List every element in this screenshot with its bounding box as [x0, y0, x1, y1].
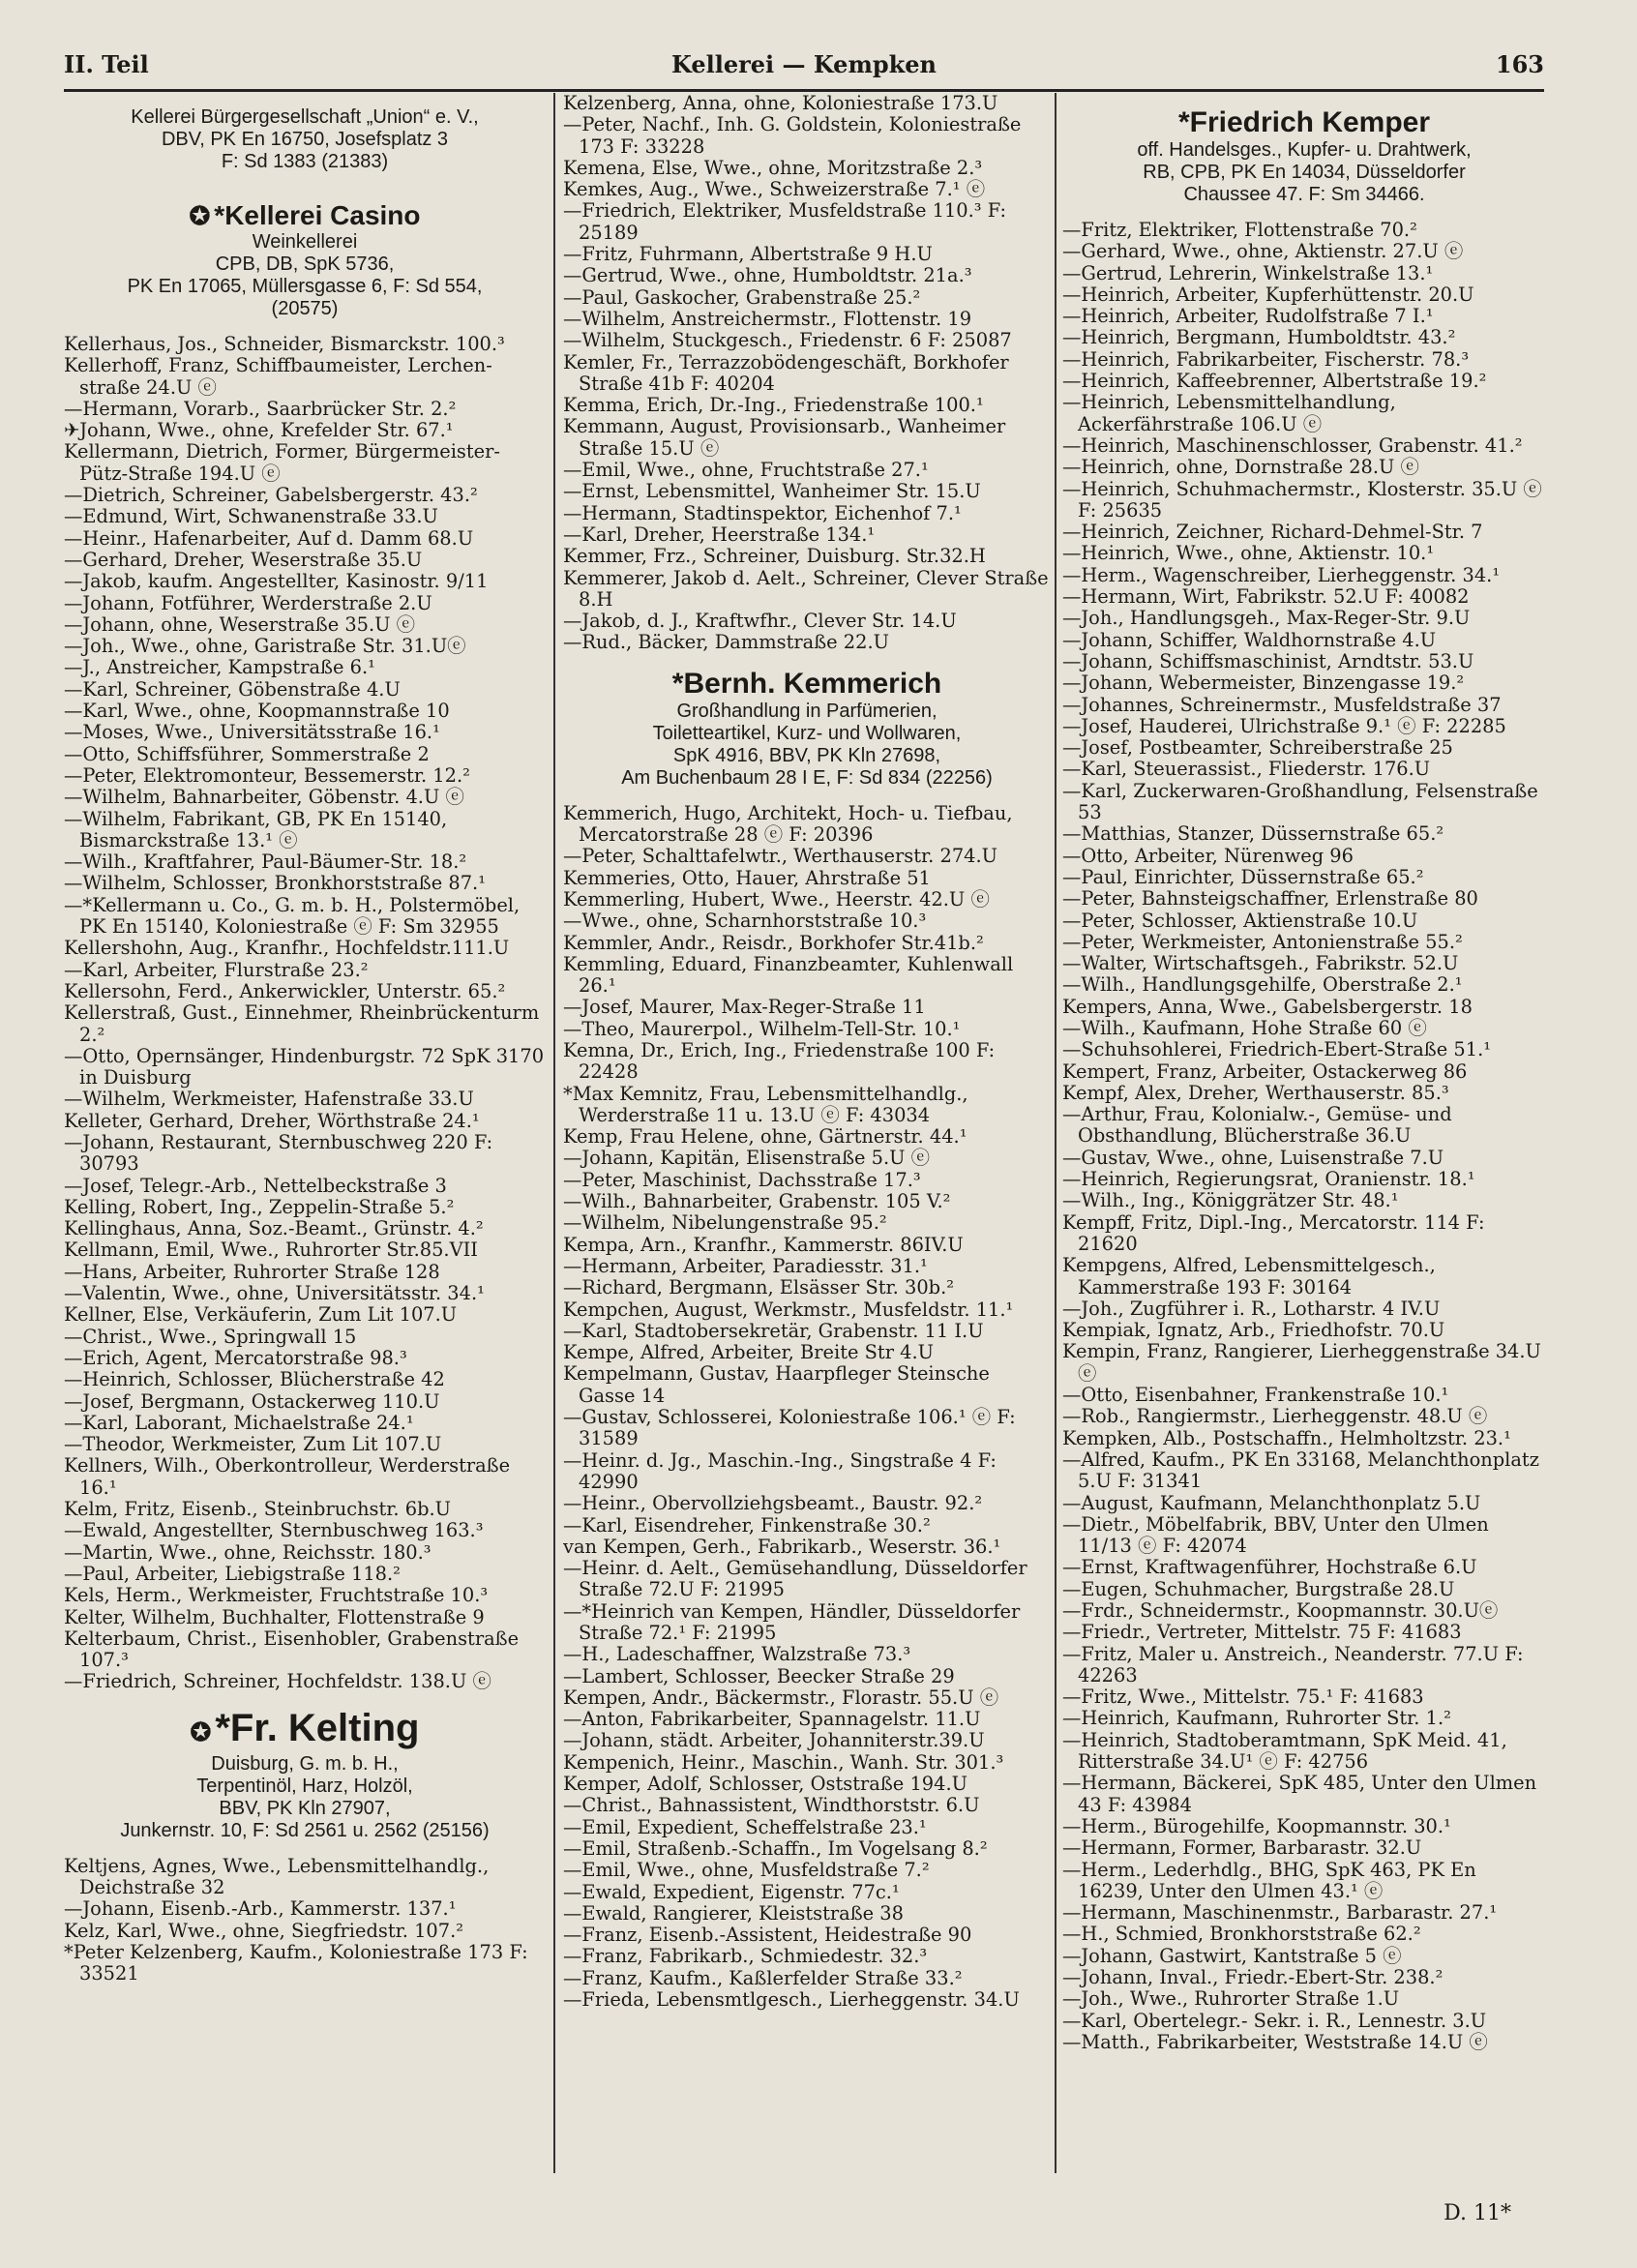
- ad-text: BBV, PK Kln 27907,: [219, 1797, 391, 1819]
- column-left: [64, 93, 546, 2202]
- directory-entry: —Lambert, Schlosser, Beecker Straße 29: [563, 1665, 955, 1687]
- page-header: [64, 45, 1544, 92]
- ad-line: [64, 151, 546, 173]
- ad-text: SpK 4916, BBV, PK Kln 27698,: [672, 744, 941, 766]
- directory-entry: —Peter, Elektromonteur, Bessemerstr. 12.²: [64, 764, 470, 787]
- directory-entry: —Emil, Wwe., ohne, Musfeldstraße 7.²: [563, 1860, 930, 1882]
- directory-entry: —Erich, Agent, Mercatorstraße 98.³: [64, 1347, 407, 1369]
- directory-entry: —Josef, Telegr.-Arb., Nettelbeckstraße 3: [64, 1175, 447, 1197]
- directory-entry: ✈Johann, Wwe., ohne, Krefelder Str. 67.¹: [64, 420, 454, 442]
- ring-star-icon: ✪: [190, 1716, 212, 1746]
- directory-entry: —Fritz, Fuhrmann, Albertstraße 9 H.U: [563, 244, 933, 266]
- directory-entry: —Valentin, Wwe., ohne, Universitätsstr. 34.¹: [64, 1283, 485, 1305]
- directory-entry: —Fritz, Wwe., Mittelstr. 75.¹ F: 41683: [1062, 1686, 1424, 1709]
- directory-entry: —Heinrich, Lebensmittelhandlung, Ackerfährstraße 106.U ⓔ: [1062, 392, 1396, 435]
- directory-entry: —J., Anstreicher, Kampstraße 6.¹: [64, 657, 375, 679]
- directory-entry: —Arthur, Frau, Kolonialw.-, Gemüse- und Obsthandlung, Blücherstraße 36.U: [1062, 1104, 1452, 1148]
- ad-title: [64, 106, 546, 129]
- directory-entry: —Johann, Kapitän, Elisenstraße 5.U ⓔ: [563, 1148, 931, 1170]
- directory-entry: —Christ., Wwe., Springwall 15: [64, 1326, 357, 1348]
- directory-entry: —Matth., Fabrikarbeiter, Weststraße 14.U ⓔ: [1062, 2031, 1488, 2053]
- ad-text: PK En 17065, Müllersgasse 6, F: Sd 554,: [127, 276, 483, 297]
- directory-entry: Kellner, Else, Verkäuferin, Zum Lit 107.U: [64, 1304, 458, 1327]
- directory-entry: —Theo, Maurerpol., Wilhelm-Tell-Str. 10.¹: [563, 1018, 961, 1040]
- ad-text: *Friedrich Kemper: [1177, 106, 1431, 138]
- ad-text: CPB, DB, SpK 5736,: [215, 254, 395, 275]
- ad-text: F: Sd 1383 (21383): [221, 151, 389, 172]
- directory-entry: —Joh., Wwe., ohne, Garistraße Str. 31.Uⓔ: [64, 636, 466, 658]
- directory-entry: —Wilhelm, Stuckgesch., Friedenstr. 6 F: 25087: [563, 330, 1012, 352]
- directory-entry: Kellners, Wilh., Oberkontrolleur, Werderstraße 16.¹: [64, 1455, 511, 1499]
- directory-entry: Kellerhaus, Jos., Schneider, Bismarckstr. 100.³: [64, 334, 505, 355]
- ad-text: *Fr. Kelting: [215, 1706, 420, 1749]
- directory-entry: Kellinghaus, Anna, Soz.-Beamt., Grünstr. 4.²: [64, 1218, 484, 1240]
- directory-entry: —Heinrich, Zeichner, Richard-Dehmel-Str. 7: [1062, 522, 1483, 544]
- advertisement-ad-casino: [64, 200, 546, 320]
- directory-entry: —Hermann, Arbeiter, Paradiesstr. 31.¹: [563, 1255, 928, 1277]
- directory-entry: —Friedr., Vertreter, Mittelstr. 75 F: 41683: [1062, 1622, 1462, 1644]
- directory-entry: —Dietr., Möbelfabrik, BBV, Unter den Ulmen 11/13 ⓔ F: 42074: [1062, 1513, 1489, 1558]
- directory-entry: —Heinrich, Regierungsrat, Oranienstr. 18.¹: [1062, 1169, 1475, 1191]
- directory-entry: —Heinrich, Schlosser, Blücherstraße 42: [64, 1369, 445, 1391]
- directory-entry: —Hermann, Stadtinspektor, Eichenhof 7.¹: [563, 502, 962, 524]
- ad-line: [64, 1798, 546, 1820]
- directory-entry: Kemmerer, Jakob d. Aelt., Schreiner, Clever Straße 8.H: [563, 567, 1049, 611]
- directory-entry: —Johann, Restaurant, Sternbuschweg 220 F: 30793: [64, 1131, 493, 1176]
- directory-entry: —Dietrich, Schreiner, Gabelsbergerstr. 43.²: [64, 485, 478, 507]
- ad-line: [64, 1753, 546, 1776]
- directory-entry: —Johann, Inval., Friedr.-Ebert-Str. 238.²: [1062, 1967, 1444, 1989]
- directory-entry: —Heinrich, Arbeiter, Rudolfstraße 7 I.¹: [1062, 306, 1434, 328]
- directory-entry: —Joh., Wwe., Ruhrorter Straße 1.U: [1062, 1988, 1400, 2011]
- directory-entry: —Hermann, Wirt, Fabrikstr. 52.U F: 40082: [1062, 586, 1470, 609]
- advertisement-ad-kemper: [1062, 106, 1546, 206]
- column-divider: [1055, 93, 1057, 2173]
- ad-text: *Bernh. Kemmerich: [671, 667, 942, 700]
- directory-entry: Kemmer, Frz., Schreiner, Duisburg. Str.32.H: [563, 546, 986, 568]
- directory-entry: Kellmann, Emil, Wwe., Ruhrorter Str.85.VII: [64, 1239, 478, 1262]
- directory-entry: —Herm., Lederhdlg., BHG, SpK 463, PK En 16239, Unter den Ulmen 43.¹ ⓔ: [1062, 1859, 1476, 1902]
- directory-entry: —H., Ladeschaffner, Walzstraße 73.³: [563, 1644, 911, 1666]
- column-divider: [553, 93, 555, 2173]
- directory-entry: —Peter, Werkmeister, Antonienstraße 55.²: [1062, 931, 1463, 953]
- directory-entry: —Heinr., Obervollziehgsbeamt., Baustr. 92.²: [563, 1493, 983, 1515]
- ad-text: Chaussee 47. F: Sm 34466.: [1183, 184, 1425, 205]
- directory-entry: —Heinrich, Stadtoberamtmann, SpK Meid. 41, Ritterstraße 34.U¹ ⓔ F: 42756: [1062, 1729, 1507, 1774]
- directory-entry: —Paul, Einrichter, Düssernstraße 65.²: [1062, 866, 1424, 888]
- directory-entry: —Peter, Schalttafelwtr., Werthauserstr. 274.U: [563, 846, 998, 868]
- directory-entry: —Eugen, Schuhmacher, Burgstraße 28.U: [1062, 1578, 1455, 1600]
- ad-line: [1062, 184, 1546, 206]
- directory-entry: —Johann, Schiffer, Waldhornstraße 4.U: [1062, 629, 1437, 651]
- directory-entry: —Ewald, Rangierer, Kleiststraße 38: [563, 1902, 904, 1925]
- directory-entry: Kelterbaum, Christ., Eisenhobler, Grabenstraße 107.³: [64, 1627, 520, 1672]
- directory-entry: —Wilhelm, Werkmeister, Hafenstraße 33.U: [64, 1089, 474, 1111]
- advertisement-ad-kemmerich: [563, 668, 1051, 790]
- directory-entry: —Karl, Eisendreher, Finkenstraße 30.²: [563, 1514, 931, 1537]
- directory-entry: —Gertrud, Lehrerin, Winkelstraße 13.¹: [1062, 262, 1434, 284]
- ad-line: [64, 1776, 546, 1798]
- directory-entry: —Karl, Arbeiter, Flurstraße 23.²: [64, 959, 369, 981]
- ad-text: (20575): [271, 298, 339, 319]
- directory-entry: —Friedrich, Elektriker, Musfeldstraße 110.³ F: 25189: [563, 200, 1007, 244]
- directory-entry: Kellersohn, Ferd., Ankerwickler, Unterstr. 65.²: [64, 980, 506, 1002]
- ad-line: [563, 745, 1051, 767]
- directory-entry: Kelzenberg, Anna, ohne, Koloniestraße 173.U: [563, 93, 998, 114]
- directory-entry: —Theodor, Werkmeister, Zum Lit 107.U: [64, 1434, 442, 1456]
- directory-entry: —Johann, Gastwirt, Kantstraße 5 ⓔ: [1062, 1945, 1402, 1967]
- directory-entry: —Ewald, Expedient, Eigenstr. 77c.¹: [563, 1881, 900, 1903]
- directory-entry: Kempe, Alfred, Arbeiter, Breite Str 4.U: [563, 1342, 934, 1364]
- directory-entry: —Johannes, Schreinermstr., Musfeldstraße 37: [1062, 694, 1502, 716]
- ad-text: Junkernstr. 10, F: Sd 2561 u. 2562 (25156): [120, 1819, 490, 1841]
- directory-entry: Kempelmann, Gustav, Haarpfleger Steinsche Gasse 14: [563, 1363, 990, 1407]
- directory-entry: —Wilhelm, Anstreichermstr., Flottenstr. 19: [563, 308, 972, 330]
- directory-entry: Kempiak, Ignatz, Arb., Friedhofstr. 70.U: [1062, 1320, 1445, 1342]
- directory-entry: —Paul, Gaskocher, Grabenstraße 25.²: [563, 286, 921, 309]
- directory-entry: —Heinrich, Wwe., ohne, Aktienstr. 10.¹: [1062, 543, 1435, 565]
- ad-text: Großhandlung in Parfümerien,: [676, 700, 938, 722]
- directory-entry: —Karl, Zuckerwaren-Großhandlung, Felsenstraße 53: [1062, 780, 1538, 824]
- directory-entry: —Gerhard, Wwe., ohne, Aktienstr. 27.U ⓔ: [1062, 241, 1464, 263]
- directory-entry: Kemma, Erich, Dr.-Ing., Friedenstraße 100.¹: [563, 395, 984, 417]
- directory-entry: —Heinrich, Arbeiter, Kupferhüttenstr. 20.U: [1062, 284, 1474, 306]
- ad-text: Toiletteartikel, Kurz- und Wollwaren,: [652, 722, 962, 744]
- directory-entry: Kempgens, Alfred, Lebensmittelgesch., Kammerstraße 193 F: 30164: [1062, 1255, 1436, 1298]
- ad-line: [64, 298, 546, 320]
- directory-entry: —Gustav, Schlosserei, Koloniestraße 106.¹ ⓔ F: 31589: [563, 1407, 1016, 1450]
- directory-entry: Kemper, Adolf, Schlosser, Oststraße 194.U: [563, 1774, 967, 1796]
- directory-entry: —Heinrich, Maschinenschlosser, Grabenstr. 41.²: [1062, 434, 1523, 457]
- directory-entry: Kempa, Arn., Kranfhr., Kammerstr. 86IV.U: [563, 1234, 964, 1256]
- directory-entry: Kempff, Fritz, Dipl.-Ing., Mercatorstr. 114 F: 21620: [1062, 1211, 1485, 1255]
- directory-entry: —Heinrich, Fabrikarbeiter, Fischerstr. 78.³: [1062, 348, 1470, 371]
- directory-entry: —Wilhelm, Schlosser, Bronkhorststraße 87.¹: [64, 873, 486, 895]
- directory-entry: —Rob., Rangiermstr., Lierheggenstr. 48.U ⓔ: [1062, 1406, 1488, 1428]
- directory-entry: —Wilh., Kraftfahrer, Paul-Bäumer-Str. 18.²: [64, 851, 467, 874]
- directory-entry: —Otto, Schiffsführer, Sommerstraße 2: [64, 743, 430, 765]
- ad-line: [64, 254, 546, 276]
- ad-text: Kellerei Bürgergesellschaft „Union“ e. V.,: [131, 106, 479, 128]
- directory-entry: —Johann, Eisenb.-Arb., Kammerstr. 137.¹: [64, 1898, 457, 1921]
- advertisement-ad-kelting: [64, 1707, 546, 1842]
- directory-entry: —Ernst, Kraftwagenführer, Hochstraße 6.U: [1062, 1557, 1477, 1579]
- directory-entry: —Otto, Arbeiter, Nürenweg 96: [1062, 845, 1354, 867]
- ad-text: RB, CPB, PK En 14034, Düsseldorfer: [1143, 162, 1466, 183]
- directory-entry: Kempin, Franz, Rangierer, Lierheggenstraße 34.U ⓔ: [1062, 1341, 1541, 1385]
- directory-entry: Kempchen, August, Werkmstr., Musfeldstr. 11.¹: [563, 1298, 1014, 1321]
- directory-entry: —Fritz, Elektriker, Flottenstraße 70.²: [1062, 220, 1417, 241]
- directory-entry: —Johann, Fotführer, Werderstraße 2.U: [64, 592, 432, 614]
- directory-entry: Kemmeries, Otto, Hauer, Ahrstraße 51: [563, 867, 931, 889]
- directory-entry: Kelter, Wilhelm, Buchhalter, Flottenstraße 9: [64, 1606, 485, 1628]
- directory-entry: Kempken, Alb., Postschaffn., Helmholtzstr. 23.¹: [1062, 1427, 1511, 1449]
- directory-entry: Kelz, Karl, Wwe., ohne, Siegfriedstr. 107.²: [64, 1920, 464, 1942]
- directory-entry: —Edmund, Wirt, Schwanenstraße 33.U: [64, 506, 438, 528]
- directory-entry: —Herm., Bürogehilfe, Koopmannstr. 30.¹: [1062, 1815, 1451, 1837]
- directory-entry: —Karl, Wwe., ohne, Koopmannstraße 10: [64, 701, 450, 723]
- directory-entry: —Hermann, Former, Barbarastr. 32.U: [1062, 1837, 1422, 1860]
- directory-entry: —Fritz, Maler u. Anstreich., Neanderstr. 77.U F: 42263: [1062, 1643, 1524, 1686]
- directory-entry: Kemmler, Andr., Reisdr., Borkhofer Str.41b.²: [563, 932, 984, 954]
- directory-entry: —Johann, ohne, Weserstraße 35.U ⓔ: [64, 613, 416, 636]
- ad-line: [64, 129, 546, 151]
- directory-entry: —Wilhelm, Nibelungenstraße 95.²: [563, 1212, 887, 1235]
- directory-entry: —Matthias, Stanzer, Düssernstraße 65.²: [1062, 823, 1444, 846]
- directory-entry: Kemp, Frau Helene, ohne, Gärtnerstr. 44.¹: [563, 1126, 967, 1149]
- ad-text: *Kellerei Casino: [214, 200, 421, 230]
- directory-entry: —*Kellermann u. Co., G. m. b. H., Polstermöbel, PK En 15140, Koloniestraße ⓔ F: Sm 32955: [64, 894, 521, 939]
- directory-entry: —Heinrich, Kaufmann, Ruhrorter Str. 1.²: [1062, 1708, 1451, 1730]
- directory-entry: —Heinrich, Bergmann, Humboldtstr. 43.²: [1062, 327, 1456, 349]
- directory-entry: —Ewald, Angestellter, Sternbuschweg 163.³: [64, 1520, 484, 1542]
- directory-entry: Kemler, Fr., Terrazzobödengeschäft, Borkhofer Straße 41b F: 40204: [563, 351, 1009, 395]
- directory-entry: —Johann, städt. Arbeiter, Johanniterstr.39.U: [563, 1730, 985, 1752]
- directory-entry: —Joh., Zugführer i. R., Lotharstr. 4 IV.U: [1062, 1298, 1441, 1320]
- directory-entry: —Franz, Kaufm., Kaßlerfelder Straße 33.²: [563, 1967, 963, 1989]
- directory-entry: —Rud., Bäcker, Dammstraße 22.U: [563, 632, 889, 654]
- directory-entry: —Hans, Arbeiter, Ruhrorter Straße 128: [64, 1261, 440, 1283]
- ad-line: [1062, 162, 1546, 184]
- directory-entry: —H., Schmied, Bronkhorststraße 62.²: [1062, 1924, 1421, 1946]
- column-middle: [563, 93, 1051, 2202]
- directory-entry: —Heinr. d. Jg., Maschin.-Ing., Singstraße 4 F: 42990: [563, 1449, 997, 1493]
- directory-entry: —Heinr. d. Aelt., Gemüsehandlung, Düsseldorfer Straße 72.U F: 21995: [563, 1558, 1027, 1601]
- directory-entry: —Josef, Bergmann, Ostackerweg 110.U: [64, 1390, 440, 1413]
- directory-entry: —Herm., Wagenschreiber, Lierheggenstr. 34.¹: [1062, 564, 1501, 586]
- directory-entry: —Moses, Wwe., Universitätsstraße 16.¹: [64, 722, 440, 744]
- directory-entry: —Wilh., Handlungsgehilfe, Oberstraße 2.¹: [1062, 974, 1463, 997]
- directory-entry: —Franz, Fabrikarb., Schmiedestr. 32.³: [563, 1946, 928, 1968]
- directory-entry: —Paul, Arbeiter, Liebigstraße 118.²: [64, 1563, 401, 1585]
- directory-entry: —Wilhelm, Bahnarbeiter, Göbenstr. 4.U ⓔ: [64, 787, 464, 809]
- directory-entry: —Wilh., Bahnarbeiter, Grabenstr. 105 V.²: [563, 1191, 951, 1213]
- directory-entry: —Karl, Dreher, Heerstraße 134.¹: [563, 523, 876, 546]
- advertisement-ad-union: [64, 106, 546, 173]
- ad-text: DBV, PK En 16750, Josefsplatz 3: [161, 129, 449, 150]
- column-right: [1062, 93, 1546, 2202]
- directory-entry: Kemmerich, Hugo, Architekt, Hoch- u. Tiefbau, Mercatorstraße 28 ⓔ F: 20396: [563, 802, 1013, 847]
- directory-entry: Kemna, Dr., Erich, Ing., Friedenstraße 100 F: 22428: [563, 1039, 996, 1084]
- header-range: Kellerei — Kempken: [671, 50, 937, 78]
- directory-entry: Kempenich, Heinr., Maschin., Wanh. Str. 301.³: [563, 1751, 1004, 1774]
- signature-mark: D. 11*: [1444, 2201, 1511, 2225]
- directory-entry: Kelling, Robert, Ing., Zeppelin-Straße 5.²: [64, 1196, 455, 1218]
- ad-title: [64, 1707, 546, 1753]
- directory-entry: —Richard, Bergmann, Elsässer Str. 30b.²: [563, 1277, 955, 1299]
- directory-entry: —Josef, Maurer, Max-Reger-Straße 11: [563, 997, 926, 1019]
- directory-entry: Kemmann, August, Provisionsarb., Wanheimer Straße 15.U ⓔ: [563, 416, 1006, 460]
- directory-entry: —Friedrich, Schreiner, Hochfeldstr. 138.U ⓔ: [64, 1671, 491, 1693]
- directory-entry: —Peter, Maschinist, Dachsstraße 17.³: [563, 1169, 921, 1191]
- directory-entry: —Wilh., Kaufmann, Hohe Straße 60 ⓔ: [1062, 1017, 1427, 1039]
- directory-entry: —Alfred, Kaufm., PK En 33168, Melanchthonplatz 5.U F: 31341: [1062, 1448, 1539, 1493]
- directory-entry: —Jakob, d. J., Kraftwfhr., Clever Str. 14.U: [563, 611, 957, 633]
- directory-entry: —Otto, Eisenbahner, Frankenstraße 10.¹: [1062, 1385, 1449, 1407]
- ad-line: [64, 1820, 546, 1842]
- directory-entry: Kemkes, Aug., Wwe., Schweizerstraße 7.¹ ⓔ: [563, 179, 986, 201]
- directory-entry: —Gustav, Wwe., ohne, Luisenstraße 7.U: [1062, 1147, 1444, 1169]
- directory-entry: —Hermann, Maschinenmstr., Barbarastr. 27.¹: [1062, 1902, 1498, 1925]
- directory-entry: —Otto, Opernsänger, Hindenburgstr. 72 SpK 3170 in Duisburg: [64, 1045, 545, 1089]
- ad-line: [1062, 139, 1546, 162]
- directory-entry: —Karl, Steuerassist., Fliederstr. 176.U: [1062, 759, 1431, 781]
- directory-entry: —Wwe., ohne, Scharnhorststraße 10.³: [563, 910, 927, 933]
- ad-text: Terpentinöl, Harz, Holzöl,: [196, 1775, 413, 1797]
- directory-entry: —Karl, Stadtobersekretär, Grabenstr. 11 I.U: [563, 1320, 984, 1342]
- directory-entry: —Martin, Wwe., ohne, Reichsstr. 180.³: [64, 1541, 432, 1564]
- directory-entry: —Karl, Obertelegr.- Sekr. i. R., Lennestr. 3.U: [1062, 2010, 1487, 2032]
- directory-entry: —Jakob, kaufm. Angestellter, Kasinostr. 9/11: [64, 571, 489, 593]
- directory-entry: —Josef, Postbeamter, Schreiberstraße 25: [1062, 737, 1453, 760]
- directory-entry: —Emil, Wwe., ohne, Fruchtstraße 27.¹: [563, 460, 929, 482]
- directory-entry: —Emil, Straßenb.-Schaffn., Im Vogelsang 8.²: [563, 1837, 988, 1860]
- directory-entry: Kempert, Franz, Arbeiter, Ostackerweg 86: [1062, 1060, 1468, 1083]
- directory-entry: Kels, Herm., Werkmeister, Fruchtstraße 10.³: [64, 1585, 489, 1607]
- directory-entry: —Frieda, Lebensmtlgesch., Lierheggenstr. 34.U: [563, 1989, 1020, 2012]
- ad-text: Duisburg, G. m. b. H.,: [211, 1752, 399, 1775]
- directory-entry: —Franz, Eisenb.-Assistent, Heidestraße 90: [563, 1925, 972, 1947]
- ad-line: [64, 231, 546, 254]
- ring-star-icon: ✪: [189, 201, 211, 230]
- directory-entry: Kelm, Fritz, Eisenb., Steinbruchstr. 6b.U: [64, 1499, 452, 1521]
- ad-text: Weinkellerei: [252, 231, 358, 253]
- directory-entry: —Schuhsohlerei, Friedrich-Ebert-Straße 51.¹: [1062, 1039, 1492, 1061]
- directory-entry: Kempen, Andr., Bäckermstr., Florastr. 55.U ⓔ: [563, 1686, 999, 1709]
- ad-title: [563, 668, 1051, 701]
- directory-entry: —Emil, Expedient, Scheffelstraße 23.¹: [563, 1816, 927, 1838]
- directory-entry: —Heinr., Hafenarbeiter, Auf d. Damm 68.U: [64, 527, 474, 550]
- directory-entry: —Johann, Schiffsmaschinist, Arndtstr. 53.U: [1062, 650, 1474, 672]
- ad-text: Am Buchenbaum 28 I E, F: Sd 834 (22256): [621, 766, 993, 789]
- directory-entry: —Karl, Laborant, Michaelstraße 24.¹: [64, 1412, 414, 1434]
- directory-entry: *Peter Kelzenberg, Kaufm., Koloniestraße 173 F: 33521: [64, 1941, 528, 1985]
- directory-entry: —August, Kaufmann, Melanchthonplatz 5.U: [1062, 1492, 1481, 1514]
- directory-entry: Kempers, Anna, Wwe., Gabelsbergerstr. 18: [1062, 996, 1473, 1018]
- directory-entry: van Kempen, Gerh., Fabrikarb., Weserstr. 36.¹: [563, 1536, 1001, 1558]
- directory-entry: —Johann, Webermeister, Binzengasse 19.²: [1062, 672, 1465, 695]
- ad-line: [563, 723, 1051, 745]
- ad-title: [64, 200, 546, 231]
- ad-title: [1062, 106, 1546, 139]
- directory-entry: Kellermann, Dietrich, Former, Bürgermeister-Pütz-Straße 194.U ⓔ: [64, 441, 500, 485]
- ad-line: [64, 276, 546, 298]
- directory-entry: Kelleter, Gerhard, Dreher, Wörthstraße 24.¹: [64, 1110, 480, 1132]
- directory-entry: Kemena, Else, Wwe., ohne, Moritzstraße 2.³: [563, 157, 983, 179]
- directory-entry: Kempf, Alex, Dreher, Werthauserstr. 85.³: [1062, 1082, 1449, 1104]
- directory-entry: —Peter, Schlosser, Aktienstraße 10.U: [1062, 910, 1418, 932]
- directory-entry: —Peter, Nachf., Inh. G. Goldstein, Koloniestraße 173 F: 33228: [563, 114, 1022, 158]
- directory-entry: —Peter, Bahnsteigschaffner, Erlenstraße 80: [1062, 888, 1478, 910]
- ad-line: [563, 701, 1051, 723]
- directory-entry: —Gertrud, Wwe., ohne, Humboldtstr. 21a.³: [563, 265, 972, 287]
- directory-entry: Kemmerling, Hubert, Wwe., Heerstr. 42.U ⓔ: [563, 888, 990, 910]
- directory-entry: —Anton, Fabrikarbeiter, Spannagelstr. 11.U: [563, 1709, 981, 1731]
- header-section: II. Teil: [64, 50, 149, 78]
- directory-entry: —*Heinrich van Kempen, Händler, Düsseldorfer Straße 72.¹ F: 21995: [563, 1600, 1021, 1644]
- directory-entry: —Ernst, Lebensmittel, Wanheimer Str. 15.U: [563, 481, 981, 503]
- directory-entry: —Christ., Bahnassistent, Windthorststr. 6.U: [563, 1795, 980, 1817]
- directory-entry: —Heinrich, Schuhmachermstr., Klosterstr. 35.U ⓔ F: 25635: [1062, 478, 1542, 522]
- directory-entry: —Heinrich, Kaffeebrenner, Albertstraße 19.²: [1062, 371, 1487, 393]
- directory-entry: —Gerhard, Dreher, Weserstraße 35.U: [64, 549, 423, 571]
- directory-entry: —Wilhelm, Fabrikant, GB, PK En 15140, Bismarckstraße 13.¹ ⓔ: [64, 808, 448, 851]
- page-number: 163: [1495, 50, 1544, 78]
- directory-entry: —Heinrich, ohne, Dornstraße 28.U ⓔ: [1062, 457, 1419, 479]
- directory-entry: —Josef, Hauderei, Ulrichstraße 9.¹ ⓔ F: 22285: [1062, 715, 1506, 737]
- directory-entry: Kellerhoff, Franz, Schiffbaumeister, Lerchen-straße 24.U ⓔ: [64, 355, 492, 399]
- directory-entry: —Hermann, Bäckerei, SpK 485, Unter den Ulmen 43 F: 43984: [1062, 1773, 1537, 1816]
- directory-entry: —Joh., Handlungsgeh., Max-Reger-Str. 9.U: [1062, 608, 1471, 630]
- directory-entry: —Wilh., Ing., Königgrätzer Str. 48.¹: [1062, 1190, 1399, 1212]
- ad-line: [563, 767, 1051, 790]
- directory-entry: Kellershohn, Aug., Kranfhr., Hochfeldstr.111.U: [64, 938, 510, 960]
- directory-entry: Kellerstraß, Gust., Einnehmer, Rheinbrückenturm 2.²: [64, 1002, 540, 1046]
- directory-entry: —Frdr., Schneidermstr., Koopmannstr. 30.Uⓔ: [1062, 1600, 1499, 1622]
- directory-entry: —Walter, Wirtschaftsgeh., Fabrikstr. 52.U: [1062, 953, 1459, 975]
- directory-entry: —Hermann, Vorarb., Saarbrücker Str. 2.²: [64, 398, 457, 420]
- directory-entry: *Max Kemnitz, Frau, Lebensmittelhandlg., Werderstraße 11 u. 13.U ⓔ F: 43034: [563, 1083, 968, 1126]
- ad-text: off. Handelsges., Kupfer- u. Drahtwerk,: [1137, 139, 1472, 161]
- directory-entry: —Karl, Schreiner, Göbenstraße 4.U: [64, 678, 401, 701]
- directory-entry: Kemmling, Eduard, Finanzbeamter, Kuhlenwall 26.¹: [563, 953, 1014, 998]
- directory-entry: Keltjens, Agnes, Wwe., Lebensmittelhandlg., Deichstraße 32: [64, 1855, 490, 1898]
